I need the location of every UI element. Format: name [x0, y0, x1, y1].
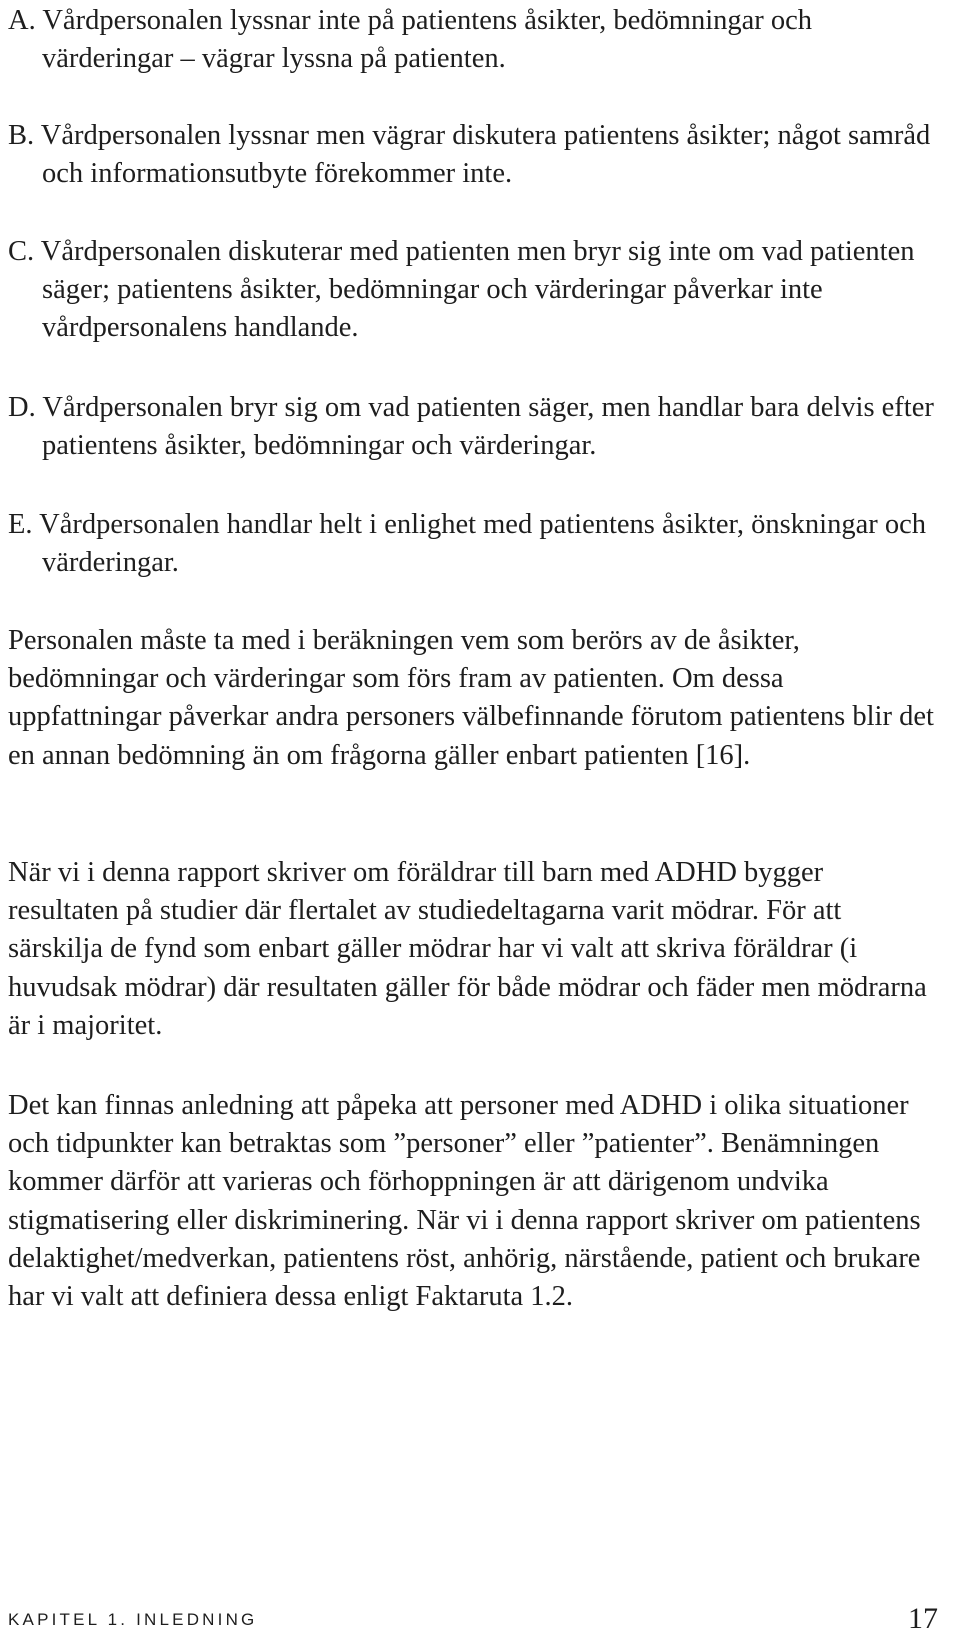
option-a-text: Vårdpersonalen lyssnar inte på patientens åsikter, bedömningar och värderingar – vägrar lyssna på patienten. [42, 5, 813, 74]
body-paragraph-1: Personalen måste ta med i beräkningen vem som berörs av de åsikter, bedömningar och värderingar som förs fram av patienten. Om dessa uppfattningar påverkar andra personers välbefinnande förutom patientens blir det en annan bedömning än om frågorna gäller enbart patienten [16]. [8, 625, 934, 771]
option-b-body [8, 117, 938, 193]
body-paragraph-3: Det kan finnas anledning att påpeka att personer med ADHD i olika situationer och tidpunkter kan betraktas som ”personer” eller ”patienter”. Benämningen kommer därför att varieras och förhoppningen är att därigenom undvika stigmatisering eller diskriminering. När vi i denna rapport skriver om patientens delaktighet/medverkan, patientens röst, anhörig, närstående, patient och brukare har vi valt att definiera dessa enligt Faktaruta 1.2. [8, 1090, 921, 1313]
option-c-body [8, 233, 938, 347]
option-a-letter: A. [8, 5, 36, 36]
option-d-text: Vårdpersonalen bryr sig om vad patienten säger, men handlar bara delvis efter patientens åsikter, bedömningar och värderingar. [42, 392, 934, 461]
page-number: 17 [908, 1602, 938, 1635]
option-e-letter: E. [8, 509, 33, 540]
option-b [8, 117, 938, 193]
option-b-text: Vårdpersonalen lyssnar men vägrar diskutera patientens åsikter; något samråd och informationsutbyte förekommer inte. [40, 120, 931, 189]
option-c-text: Vårdpersonalen diskuterar med patienten men bryr sig inte om vad patienten säger; patientens åsikter, bedömningar och värderingar påverkar inte vårdpersonalens handlande. [40, 236, 915, 343]
option-e-text: Vårdpersonalen handlar helt i enlighet med patientens åsikter, önskningar och värderingar. [39, 509, 926, 578]
option-d-body [8, 389, 938, 465]
option-c-letter: C. [8, 236, 35, 267]
chapter-label: KAPITEL 1. INLEDNING [8, 1610, 258, 1629]
option-c [8, 233, 938, 347]
option-a [8, 2, 938, 78]
body-paragraph-2: När vi i denna rapport skriver om föräldrar till barn med ADHD bygger resultaten på studier där flertalet av studiedeltagarna varit mödrar. För att särskilja de fynd som enbart gäller mödrar har vi valt att skriva föräldrar (i huvudsak mödrar) där resultaten gäller för både mödrar och fäder men mödrarna är i majoritet. [8, 857, 927, 1041]
option-b-letter: B. [8, 120, 35, 151]
option-a-body [8, 2, 938, 78]
option-e-body [8, 506, 938, 582]
option-d [8, 389, 938, 465]
option-e [8, 506, 938, 582]
page-footer [8, 1602, 938, 1642]
option-d-letter: D. [8, 392, 36, 423]
